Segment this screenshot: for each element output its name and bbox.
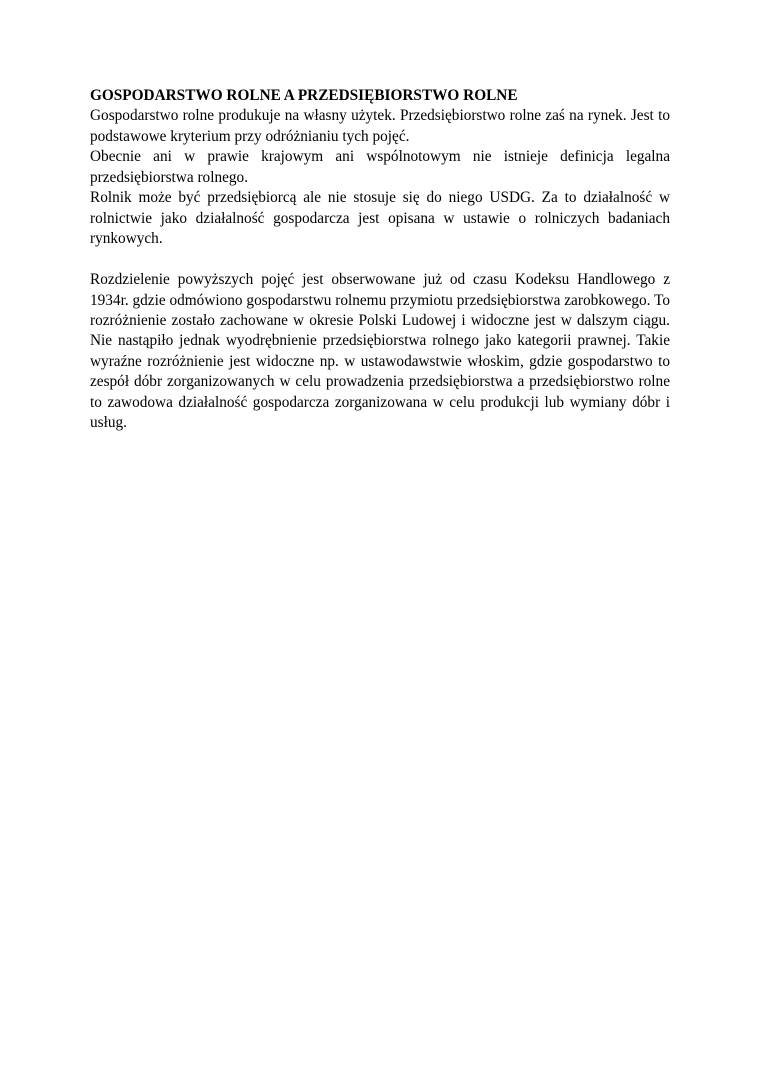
- paragraph-farmer-entrepreneur: Rolnik może być przedsiębiorcą ale nie stosuje się do niego USDG. Za to działalność w rolnictwie jako działalność gospodarcza jest opisana w ustawie o rolniczych badaniach rynkowych.: [90, 189, 670, 248]
- paragraph-historical-distinction: Rozdzielenie powyższych pojęć jest obserwowane już od czasu Kodeksu Handlowego z 1934r. gdzie odmówiono gospodarstwu rolnemu przymiotu przedsiębiorstwa zarobkowego. To rozróżnienie zostało zachowane w okresie Polski Ludowej i widoczne jest w dalszym ciągu. Nie nastąpiło jednak wyodrębnienie przedsiębiorstwa rolnego jako kategorii prawnej. Takie wyraźne rozróżnienie jest widoczne np. w ustawodawstwie włoskim, gdzie gospodarstwo to zespół dóbr zorganizowanych w celu prowadzenia przedsiębiorstwa a przedsiębiorstwo rolne to zawodowa działalność gospodarcza zorganizowana w celu produkcji lub wymiany dóbr i usług.: [90, 271, 670, 432]
- paragraph-no-legal-definition: Obecnie ani w prawie krajowym ani wspólnotowym nie istnieje definicja legalna przedsiębiorstwa rolnego.: [90, 148, 670, 186]
- paragraph-definition-criteria: Gospodarstwo rolne produkuje na własny użytek. Przedsiębiorstwo rolne zaś na rynek. Jest to podstawowe kryterium przy odróżnianiu tych pojęć.: [90, 107, 670, 145]
- document-heading: GOSPODARSTWO ROLNE A PRZEDSIĘBIORSTWO ROLNE: [90, 87, 518, 104]
